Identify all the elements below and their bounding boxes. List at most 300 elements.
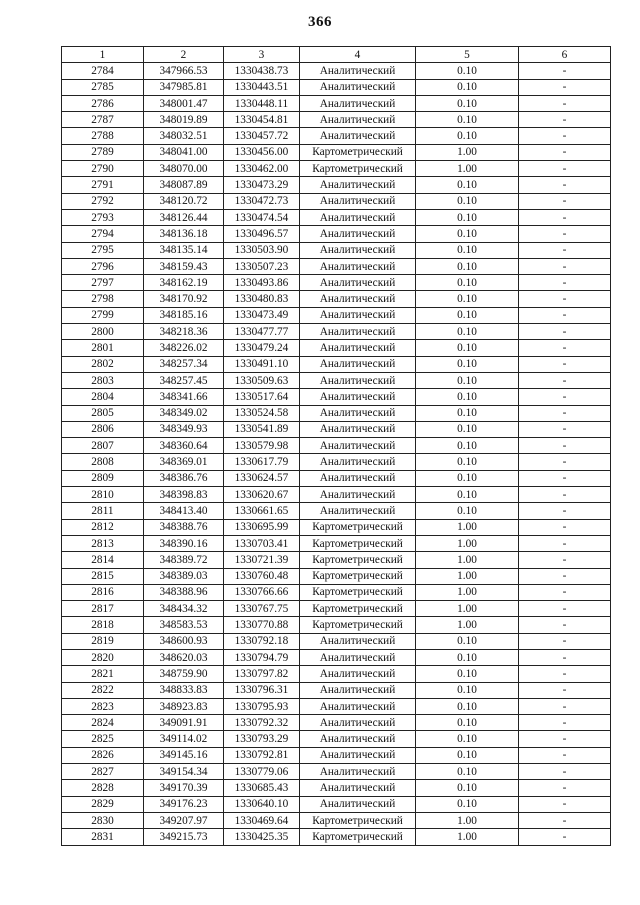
table-cell: - xyxy=(519,617,611,633)
table-cell: - xyxy=(519,112,611,128)
table-cell: 0.10 xyxy=(416,470,519,486)
table-cell: - xyxy=(519,63,611,79)
table-row xyxy=(62,177,611,193)
table-cell: Аналитический xyxy=(300,715,416,731)
table-row xyxy=(62,601,611,617)
table-cell: - xyxy=(519,764,611,780)
table-cell: 2802 xyxy=(62,356,144,372)
table-cell: 348070.00 xyxy=(144,161,224,177)
table-cell: 2793 xyxy=(62,209,144,225)
table-cell: 0.10 xyxy=(416,389,519,405)
table-row xyxy=(62,291,611,307)
table-cell: Аналитический xyxy=(300,503,416,519)
table-cell: 1330766.66 xyxy=(224,584,300,600)
table-cell: 0.10 xyxy=(416,633,519,649)
table-cell: 1330792.18 xyxy=(224,633,300,649)
table-cell: 1330493.86 xyxy=(224,275,300,291)
table-cell: - xyxy=(519,487,611,503)
table-cell: 2788 xyxy=(62,128,144,144)
table-cell: 2816 xyxy=(62,584,144,600)
table-cell: - xyxy=(519,177,611,193)
table-cell: Аналитический xyxy=(300,764,416,780)
table-cell: Аналитический xyxy=(300,796,416,812)
table-cell: 348369.01 xyxy=(144,454,224,470)
table-row xyxy=(62,715,611,731)
table-cell: - xyxy=(519,796,611,812)
table-cell: 1330541.89 xyxy=(224,421,300,437)
table-cell: Аналитический xyxy=(300,258,416,274)
table-cell: 2786 xyxy=(62,95,144,111)
table-row xyxy=(62,372,611,388)
table-cell: 2810 xyxy=(62,487,144,503)
table-row xyxy=(62,503,611,519)
column-header: 3 xyxy=(224,47,300,63)
table-row xyxy=(62,438,611,454)
table-cell: 348386.76 xyxy=(144,470,224,486)
table-cell: 1330480.83 xyxy=(224,291,300,307)
table-cell: 1330448.11 xyxy=(224,95,300,111)
table-cell: Аналитический xyxy=(300,438,416,454)
column-header: 5 xyxy=(416,47,519,63)
table-cell: 0.10 xyxy=(416,307,519,323)
table-cell: 348349.02 xyxy=(144,405,224,421)
table-cell: 2784 xyxy=(62,63,144,79)
table-cell: 0.10 xyxy=(416,63,519,79)
table-cell: 1330473.49 xyxy=(224,307,300,323)
table-cell: 1330779.06 xyxy=(224,764,300,780)
table-cell: - xyxy=(519,324,611,340)
page-number: 366 xyxy=(308,14,332,30)
table-row xyxy=(62,764,611,780)
table-cell: 2828 xyxy=(62,780,144,796)
table-cell: - xyxy=(519,715,611,731)
table-cell: 1330524.58 xyxy=(224,405,300,421)
table-cell: 348135.14 xyxy=(144,242,224,258)
table-cell: Картометрический xyxy=(300,829,416,845)
table-cell: - xyxy=(519,242,611,258)
table-cell: 1330617.79 xyxy=(224,454,300,470)
table-cell: - xyxy=(519,307,611,323)
table-cell: 2821 xyxy=(62,666,144,682)
table-row xyxy=(62,95,611,111)
table-cell: 2815 xyxy=(62,568,144,584)
table-cell: 2798 xyxy=(62,291,144,307)
table-cell: 1330797.82 xyxy=(224,666,300,682)
table-cell: 1330496.57 xyxy=(224,226,300,242)
table-cell: 348434.32 xyxy=(144,601,224,617)
table-cell: 2819 xyxy=(62,633,144,649)
table-cell: - xyxy=(519,275,611,291)
table-cell: - xyxy=(519,519,611,535)
table-cell: - xyxy=(519,503,611,519)
table-cell: Аналитический xyxy=(300,780,416,796)
table-cell: Аналитический xyxy=(300,177,416,193)
table-cell: Картометрический xyxy=(300,519,416,535)
table-cell: 2791 xyxy=(62,177,144,193)
table-cell: 348620.03 xyxy=(144,649,224,665)
table-row xyxy=(62,470,611,486)
table-row xyxy=(62,389,611,405)
table-cell: Аналитический xyxy=(300,324,416,340)
table-cell: 1330794.79 xyxy=(224,649,300,665)
table-cell: 349114.02 xyxy=(144,731,224,747)
table-cell: 2825 xyxy=(62,731,144,747)
table-row xyxy=(62,454,611,470)
table-cell: 2790 xyxy=(62,161,144,177)
table-cell: Аналитический xyxy=(300,291,416,307)
table-cell: 2785 xyxy=(62,79,144,95)
table-cell: - xyxy=(519,144,611,160)
table-cell: - xyxy=(519,454,611,470)
table-cell: 349170.39 xyxy=(144,780,224,796)
table-row xyxy=(62,340,611,356)
table-cell: - xyxy=(519,812,611,828)
table-cell: - xyxy=(519,470,611,486)
table-cell: 1.00 xyxy=(416,161,519,177)
table-cell: 1330469.64 xyxy=(224,812,300,828)
table-cell: Картометрический xyxy=(300,812,416,828)
table-cell: 348341.66 xyxy=(144,389,224,405)
table-cell: 0.10 xyxy=(416,438,519,454)
table-cell: 348583.53 xyxy=(144,617,224,633)
table-body xyxy=(62,63,611,845)
table-cell: 2794 xyxy=(62,226,144,242)
table-cell: 2792 xyxy=(62,193,144,209)
table-cell: 348398.83 xyxy=(144,487,224,503)
table-cell: - xyxy=(519,568,611,584)
column-header: 6 xyxy=(519,47,611,63)
table-cell: 1330477.77 xyxy=(224,324,300,340)
table-cell: 1330438.73 xyxy=(224,63,300,79)
table-cell: 2823 xyxy=(62,698,144,714)
table-cell: 0.10 xyxy=(416,79,519,95)
table-cell: 2824 xyxy=(62,715,144,731)
table-cell: 348019.89 xyxy=(144,112,224,128)
table-cell: 348388.76 xyxy=(144,519,224,535)
table-cell: Аналитический xyxy=(300,340,416,356)
table-cell: 348923.83 xyxy=(144,698,224,714)
table-row xyxy=(62,112,611,128)
table-cell: 1.00 xyxy=(416,601,519,617)
table-row xyxy=(62,209,611,225)
table-cell: - xyxy=(519,829,611,845)
table-cell: 348600.93 xyxy=(144,633,224,649)
table-cell: 0.10 xyxy=(416,128,519,144)
table-cell: 1330685.43 xyxy=(224,780,300,796)
table-cell: - xyxy=(519,682,611,698)
table-row xyxy=(62,356,611,372)
table-row xyxy=(62,682,611,698)
table-cell: - xyxy=(519,340,611,356)
table-cell: - xyxy=(519,649,611,665)
table-row xyxy=(62,487,611,503)
table-cell: 348389.03 xyxy=(144,568,224,584)
table-cell: 348226.02 xyxy=(144,340,224,356)
table-cell: Аналитический xyxy=(300,63,416,79)
table-cell: 1.00 xyxy=(416,552,519,568)
table-cell: - xyxy=(519,79,611,95)
table-row xyxy=(62,796,611,812)
table-cell: Картометрический xyxy=(300,161,416,177)
table-cell: 0.10 xyxy=(416,698,519,714)
table-cell: - xyxy=(519,438,611,454)
table-cell: 348833.83 xyxy=(144,682,224,698)
table-cell: - xyxy=(519,780,611,796)
table-cell: 1330795.93 xyxy=(224,698,300,714)
table-cell: 1330474.54 xyxy=(224,209,300,225)
table-cell: 1330491.10 xyxy=(224,356,300,372)
table-cell: 1330509.63 xyxy=(224,372,300,388)
table-cell: 1330796.31 xyxy=(224,682,300,698)
table-cell: Аналитический xyxy=(300,405,416,421)
table-cell: - xyxy=(519,601,611,617)
table-cell: 348159.43 xyxy=(144,258,224,274)
table-cell: 1330503.90 xyxy=(224,242,300,258)
table-cell: - xyxy=(519,128,611,144)
table-cell: 1330792.81 xyxy=(224,747,300,763)
table-row xyxy=(62,128,611,144)
table-cell: 2797 xyxy=(62,275,144,291)
table-cell: 1330443.51 xyxy=(224,79,300,95)
table-row xyxy=(62,568,611,584)
table-cell: 348087.89 xyxy=(144,177,224,193)
table-cell: Аналитический xyxy=(300,649,416,665)
table-cell: - xyxy=(519,698,611,714)
table-cell: 0.10 xyxy=(416,503,519,519)
table-cell: Аналитический xyxy=(300,275,416,291)
table-cell: 2803 xyxy=(62,372,144,388)
table-cell: 1330695.99 xyxy=(224,519,300,535)
table-cell: 1330472.73 xyxy=(224,193,300,209)
table-cell: Аналитический xyxy=(300,682,416,698)
table-cell: 1330462.00 xyxy=(224,161,300,177)
table-row xyxy=(62,552,611,568)
table-cell: - xyxy=(519,389,611,405)
table-row xyxy=(62,307,611,323)
table-cell: Аналитический xyxy=(300,95,416,111)
table-cell: Картометрический xyxy=(300,601,416,617)
table-cell: 1330579.98 xyxy=(224,438,300,454)
table-cell: 2806 xyxy=(62,421,144,437)
table-cell: Аналитический xyxy=(300,666,416,682)
table-cell: Аналитический xyxy=(300,242,416,258)
table-cell: Аналитический xyxy=(300,226,416,242)
table-cell: Картометрический xyxy=(300,552,416,568)
table-cell: 0.10 xyxy=(416,405,519,421)
table-cell: 2807 xyxy=(62,438,144,454)
table-cell: 2830 xyxy=(62,812,144,828)
table-cell: 0.10 xyxy=(416,112,519,128)
table-cell: 0.10 xyxy=(416,95,519,111)
table-cell: Аналитический xyxy=(300,633,416,649)
table-cell: 1330767.75 xyxy=(224,601,300,617)
table-cell: 1330792.32 xyxy=(224,715,300,731)
table-cell: 1330456.00 xyxy=(224,144,300,160)
table-cell: - xyxy=(519,421,611,437)
table-row xyxy=(62,812,611,828)
table-cell: 1.00 xyxy=(416,617,519,633)
table-cell: 348170.92 xyxy=(144,291,224,307)
table-cell: - xyxy=(519,95,611,111)
table-cell: 0.10 xyxy=(416,487,519,503)
table-cell: Картометрический xyxy=(300,617,416,633)
table-row xyxy=(62,421,611,437)
table-cell: 2818 xyxy=(62,617,144,633)
table-cell: Аналитический xyxy=(300,112,416,128)
table-cell: 347966.53 xyxy=(144,63,224,79)
table-cell: 0.10 xyxy=(416,796,519,812)
table-row xyxy=(62,649,611,665)
table-cell: 0.10 xyxy=(416,275,519,291)
table-row xyxy=(62,161,611,177)
table-row xyxy=(62,324,611,340)
table-cell: 347985.81 xyxy=(144,79,224,95)
table-row xyxy=(62,584,611,600)
table-cell: Аналитический xyxy=(300,307,416,323)
table-cell: 0.10 xyxy=(416,193,519,209)
table-cell: 1330517.64 xyxy=(224,389,300,405)
table-cell: 0.10 xyxy=(416,340,519,356)
table-cell: 2829 xyxy=(62,796,144,812)
table-cell: 0.10 xyxy=(416,715,519,731)
table-cell: 2796 xyxy=(62,258,144,274)
table-row xyxy=(62,79,611,95)
table-cell: 1330661.65 xyxy=(224,503,300,519)
table-cell: 1.00 xyxy=(416,144,519,160)
table-cell: 1330721.39 xyxy=(224,552,300,568)
table-cell: Аналитический xyxy=(300,372,416,388)
table-cell: 0.10 xyxy=(416,666,519,682)
table-cell: Картометрический xyxy=(300,144,416,160)
table-cell: 348041.00 xyxy=(144,144,224,160)
table-cell: 1.00 xyxy=(416,519,519,535)
table-row xyxy=(62,63,611,79)
table-cell: 2814 xyxy=(62,552,144,568)
table-cell: 0.10 xyxy=(416,649,519,665)
table-cell: 0.10 xyxy=(416,324,519,340)
table-row xyxy=(62,519,611,535)
table-cell: 0.10 xyxy=(416,226,519,242)
table-cell: Картометрический xyxy=(300,568,416,584)
table-cell: 349154.34 xyxy=(144,764,224,780)
table-row xyxy=(62,405,611,421)
table-cell: 2831 xyxy=(62,829,144,845)
table-cell: 348185.16 xyxy=(144,307,224,323)
table-cell: 348388.96 xyxy=(144,584,224,600)
table-cell: 1.00 xyxy=(416,568,519,584)
table-cell: 0.10 xyxy=(416,209,519,225)
table-cell: 1330454.81 xyxy=(224,112,300,128)
table-row xyxy=(62,829,611,845)
table-cell: Картометрический xyxy=(300,584,416,600)
coordinates-table xyxy=(61,46,611,846)
table-cell: - xyxy=(519,731,611,747)
table-row xyxy=(62,535,611,551)
table-cell: 1330425.35 xyxy=(224,829,300,845)
table-cell: 349145.16 xyxy=(144,747,224,763)
table-row xyxy=(62,242,611,258)
table-cell: 349207.97 xyxy=(144,812,224,828)
table-cell: 1330703.41 xyxy=(224,535,300,551)
column-header: 4 xyxy=(300,47,416,63)
table-cell: - xyxy=(519,356,611,372)
table-cell: 2813 xyxy=(62,535,144,551)
table-cell: - xyxy=(519,209,611,225)
table-cell: 1.00 xyxy=(416,584,519,600)
table-cell: 2804 xyxy=(62,389,144,405)
table-cell: 2789 xyxy=(62,144,144,160)
table-cell: 1330479.24 xyxy=(224,340,300,356)
table-cell: 2800 xyxy=(62,324,144,340)
table-cell: Аналитический xyxy=(300,731,416,747)
table-cell: 348389.72 xyxy=(144,552,224,568)
table-cell: - xyxy=(519,226,611,242)
table-row xyxy=(62,275,611,291)
table-cell: 1330793.29 xyxy=(224,731,300,747)
table-cell: - xyxy=(519,666,611,682)
table-cell: 1330620.67 xyxy=(224,487,300,503)
table-cell: 0.10 xyxy=(416,764,519,780)
table-cell: 2805 xyxy=(62,405,144,421)
table-cell: 2827 xyxy=(62,764,144,780)
table-cell: 1330473.29 xyxy=(224,177,300,193)
table-cell: - xyxy=(519,161,611,177)
table-cell: 349215.73 xyxy=(144,829,224,845)
table-cell: 0.10 xyxy=(416,291,519,307)
table-cell: 1330457.72 xyxy=(224,128,300,144)
table-cell: Аналитический xyxy=(300,470,416,486)
table-cell: 1330640.10 xyxy=(224,796,300,812)
table-cell: - xyxy=(519,291,611,307)
table-cell: 2826 xyxy=(62,747,144,763)
table-cell: 0.10 xyxy=(416,356,519,372)
table-cell: 348390.16 xyxy=(144,535,224,551)
table-cell: - xyxy=(519,584,611,600)
table-cell: Аналитический xyxy=(300,421,416,437)
column-header: 2 xyxy=(144,47,224,63)
table-row xyxy=(62,258,611,274)
table-cell: Аналитический xyxy=(300,193,416,209)
table-cell: 1330760.48 xyxy=(224,568,300,584)
table-cell: Аналитический xyxy=(300,389,416,405)
table-cell: 2820 xyxy=(62,649,144,665)
table-cell: - xyxy=(519,372,611,388)
table-cell: 349091.91 xyxy=(144,715,224,731)
table-row xyxy=(62,193,611,209)
table-row xyxy=(62,617,611,633)
table-cell: 348360.64 xyxy=(144,438,224,454)
table-cell: 1.00 xyxy=(416,812,519,828)
column-header: 1 xyxy=(62,47,144,63)
table-row xyxy=(62,731,611,747)
table-cell: 2808 xyxy=(62,454,144,470)
table-cell: 348413.40 xyxy=(144,503,224,519)
table-cell: 0.10 xyxy=(416,780,519,796)
table-cell: 2822 xyxy=(62,682,144,698)
table-cell: 348257.34 xyxy=(144,356,224,372)
table-cell: 349176.23 xyxy=(144,796,224,812)
table-cell: 348257.45 xyxy=(144,372,224,388)
table-cell: 0.10 xyxy=(416,747,519,763)
table-cell: 348032.51 xyxy=(144,128,224,144)
table-cell: Аналитический xyxy=(300,209,416,225)
table-cell: 0.10 xyxy=(416,454,519,470)
table-cell: 348349.93 xyxy=(144,421,224,437)
table-cell: Аналитический xyxy=(300,128,416,144)
table-cell: 2812 xyxy=(62,519,144,535)
table-cell: Аналитический xyxy=(300,454,416,470)
table-row xyxy=(62,698,611,714)
